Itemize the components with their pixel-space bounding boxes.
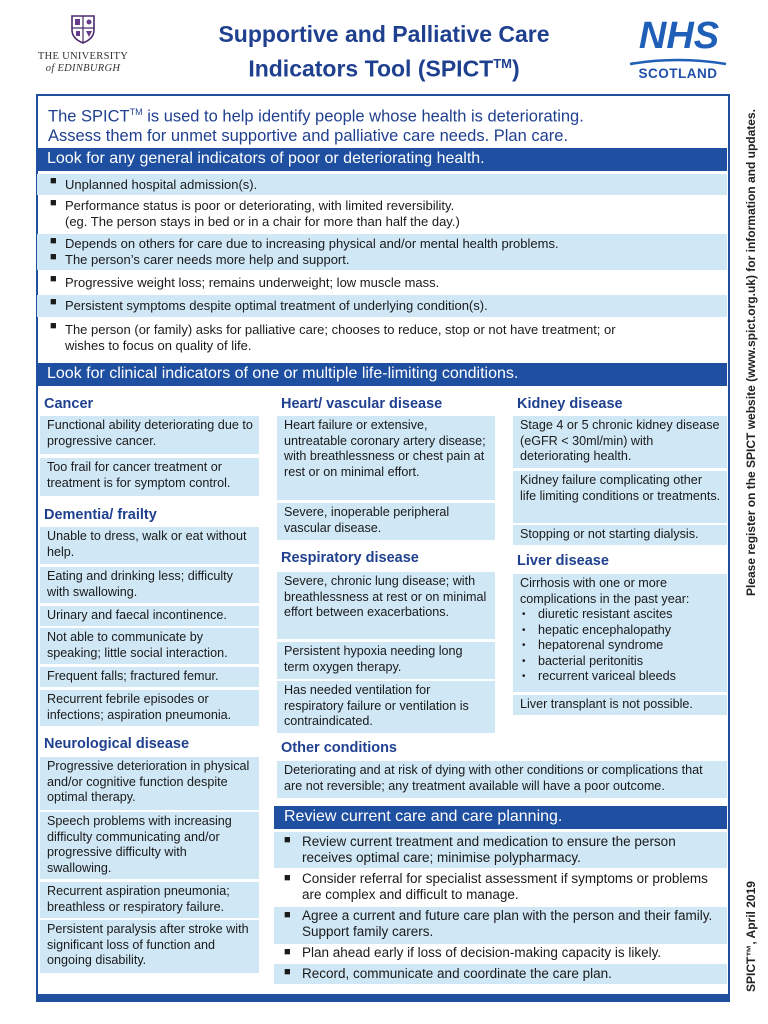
dementia-item: Frequent falls; fractured femur. [40,667,259,687]
list-item [520,654,721,670]
list-item [274,964,727,984]
liver-item: Liver transplant is not possible. [513,695,727,715]
heart-item: Heart failure or extensive, untreatable coronary artery disease; with breathlessness or chest pain at rest or on minimal effort. [277,416,495,500]
list-item [37,196,727,232]
bullet-icon: ■ [50,197,57,209]
intro-line1 [48,103,724,127]
list-item [274,870,727,906]
review-item-text: Review current treatment and medication to ensure the person receives optimal care; minimise polypharmacy. [302,834,676,865]
heart-item: Severe, inoperable peripheral vascular disease. [277,503,495,540]
liver-intro: Cirrhosis with one or more complications in the past year: [520,576,690,606]
general-item-text: Unplanned hospital admission(s). [65,177,258,192]
neuro-item: Speech problems with increasing difficulty communicating and/or progressive difficulty with swallowing. [40,812,259,879]
frame-bottom-bar [36,994,730,1002]
review-item-text: Consider referral for specialist assessment if symptoms or problems are complex and difficult to manage. [302,871,708,902]
clinical-indicators-heading: Look for clinical indicators of one or multiple life-limiting conditions. [37,363,727,386]
bullet-icon: ■ [50,320,57,332]
bullet-icon: ■ [284,966,291,978]
review-item-text: Plan ahead early if loss of decision-making capacity is likely. [302,945,662,960]
dementia-title: Dementia/ frailty [44,507,157,523]
liver-bullet-text: bacterial peritonitis [538,653,643,668]
review-heading: Review current care and care planning. [274,806,727,829]
list-item [37,272,727,294]
dementia-item: Unable to dress, walk or eat without help. [40,527,259,564]
cancer-item: Too frail for cancer treatment or treatment is for symptom control. [40,458,259,496]
review-item-text: Agree a current and future care plan with the person and their family. Support family carers. [302,908,713,939]
university-logo [28,14,138,84]
list-item [37,319,727,355]
liver-item [513,574,727,692]
liver-bullet-text: recurrent variceal bleeds [538,669,676,683]
other-conditions-text: Deteriorating and at risk of dying with other conditions or complications that are not reversible; any treatment available will have a poor outcome. [277,761,727,798]
neuro-title: Neurological disease [44,736,190,752]
cancer-title: Cancer [44,396,94,412]
bullet-icon: ■ [284,909,291,921]
intro-trademark: TM [129,107,143,117]
kidney-title: Kidney disease [517,396,623,412]
bullet-icon: ■ [50,296,57,308]
nhs-logo-icon [634,12,724,58]
general-item-text: Performance status is poor or deteriorating, with limited reversibility. [65,198,455,213]
kidney-item: Stopping or not starting dialysis. [513,525,727,545]
intro-text [48,103,724,146]
general-item-text: The person’s carer needs more help and support. [65,251,350,267]
list-item [274,832,727,868]
list-item [520,669,721,685]
liver-title: Liver disease [517,553,609,569]
title-line2 [150,49,618,84]
general-item-text: The person (or family) asks for palliative care; chooses to reduce, stop or not have treatment; or [65,322,616,337]
bullet-icon: ■ [284,872,291,884]
intro-line2: Assess them for unmet supportive and palliative care needs. Plan care. [48,126,569,145]
bullet-icon: • [522,640,526,651]
respiratory-item: Severe, chronic lung disease; with breathlessness at rest or on minimal effort between exacerbations. [277,572,495,639]
general-item-text: Persistent symptoms despite optimal treatment of underlying condition(s). [65,298,488,313]
side-date-text: SPICT™, April 2019 [744,881,758,992]
liver-complication-list [520,607,721,685]
neuro-item: Progressive deterioration in physical and/or cognitive function despite optimal therapy. [40,757,259,810]
dementia-item: Not able to communicate by speaking; little social interaction. [40,628,259,664]
title-line1: Supportive and Palliative Care [218,21,550,47]
nhs-scotland-logo [628,12,728,84]
review-item-text: Record, communicate and coordinate the care plan. [302,966,612,981]
list-item [274,907,727,944]
title-close-paren: ) [512,55,520,82]
bullet-icon: ■ [50,235,57,247]
list-item [520,607,721,623]
university-name-line1: THE UNIVERSITY [37,51,129,62]
nhs-label: NHS [638,15,720,57]
liver-bullet-text: hepatorenal syndrome [538,638,664,652]
list-item [274,944,727,963]
title-trademark: TM [493,56,513,71]
university-name-line2: of EDINBURGH [45,63,121,74]
list-item [37,234,727,270]
dementia-item: Urinary and faecal incontinence. [40,606,259,626]
intro-line1-a: The SPICT [48,107,130,126]
side-register-text: Please register on the SPICT website (www.spict.org.uk) for information and updates. [744,109,758,596]
respiratory-item: Persistent hypoxia needing long term oxygen therapy. [277,642,495,679]
cancer-item: Functional ability deteriorating due to progressive cancer. [40,416,259,454]
other-conditions-title: Other conditions [281,740,397,756]
list-item [37,174,727,195]
liver-bullet-text: hepatic encephalopathy [538,622,672,637]
liver-bullet-text: diuretic resistant ascites [538,607,673,621]
kidney-item: Kidney failure complicating other life limiting conditions or treatments. [513,471,727,523]
neuro-item: Persistent paralysis after stroke with significant loss of function and ongoing disability. [40,920,259,973]
nhs-swoosh-icon [628,58,728,66]
bullet-icon: ■ [50,175,57,187]
university-crest-icon [70,14,96,44]
list-item [37,295,727,317]
dementia-item: Recurrent febrile episodes or infections; aspiration pneumonia. [40,690,259,726]
bullet-icon: ■ [284,946,291,958]
bullet-icon: ■ [50,251,57,263]
heart-title: Heart/ vascular disease [281,396,443,412]
general-item-text: Progressive weight loss; remains underweight; low muscle mass. [65,275,440,290]
general-indicators-heading: Look for any general indicators of poor or deteriorating health. [37,148,727,171]
list-item [520,638,721,654]
dementia-item: Eating and drinking less; difficulty with swallowing. [40,567,259,603]
page-title [150,20,618,84]
bullet-icon: ■ [50,273,57,285]
general-item-text: (eg. The person stays in bed or in a chair for more than half the day.) [65,213,460,229]
bullet-icon: • [522,655,526,667]
title-line2-text: Indicators Tool (SPICT [248,55,494,82]
respiratory-item: Has needed ventilation for respiratory failure or ventilation is contraindicated. [277,681,495,733]
side-register-note [744,96,756,596]
side-date-note [744,870,756,992]
bullet-icon: • [522,624,526,636]
kidney-item: Stage 4 or 5 chronic kidney disease (eGFR < 30ml/min) with deteriorating health. [513,416,727,468]
general-item-text: wishes to focus on quality of life. [65,337,252,353]
bullet-icon: • [522,609,526,620]
list-item [520,623,721,639]
bullet-icon: • [522,671,526,682]
respiratory-title: Respiratory disease [281,550,419,566]
general-item-text: Depends on others for care due to increasing physical and/or mental health problems. [65,236,559,251]
intro-line1-b: is used to help identify people whose health is deteriorating. [142,107,584,126]
bullet-icon: ■ [284,834,291,846]
neuro-item: Recurrent aspiration pneumonia; breathless or respiratory failure. [40,882,259,918]
nhs-region: SCOTLAND [638,66,718,81]
